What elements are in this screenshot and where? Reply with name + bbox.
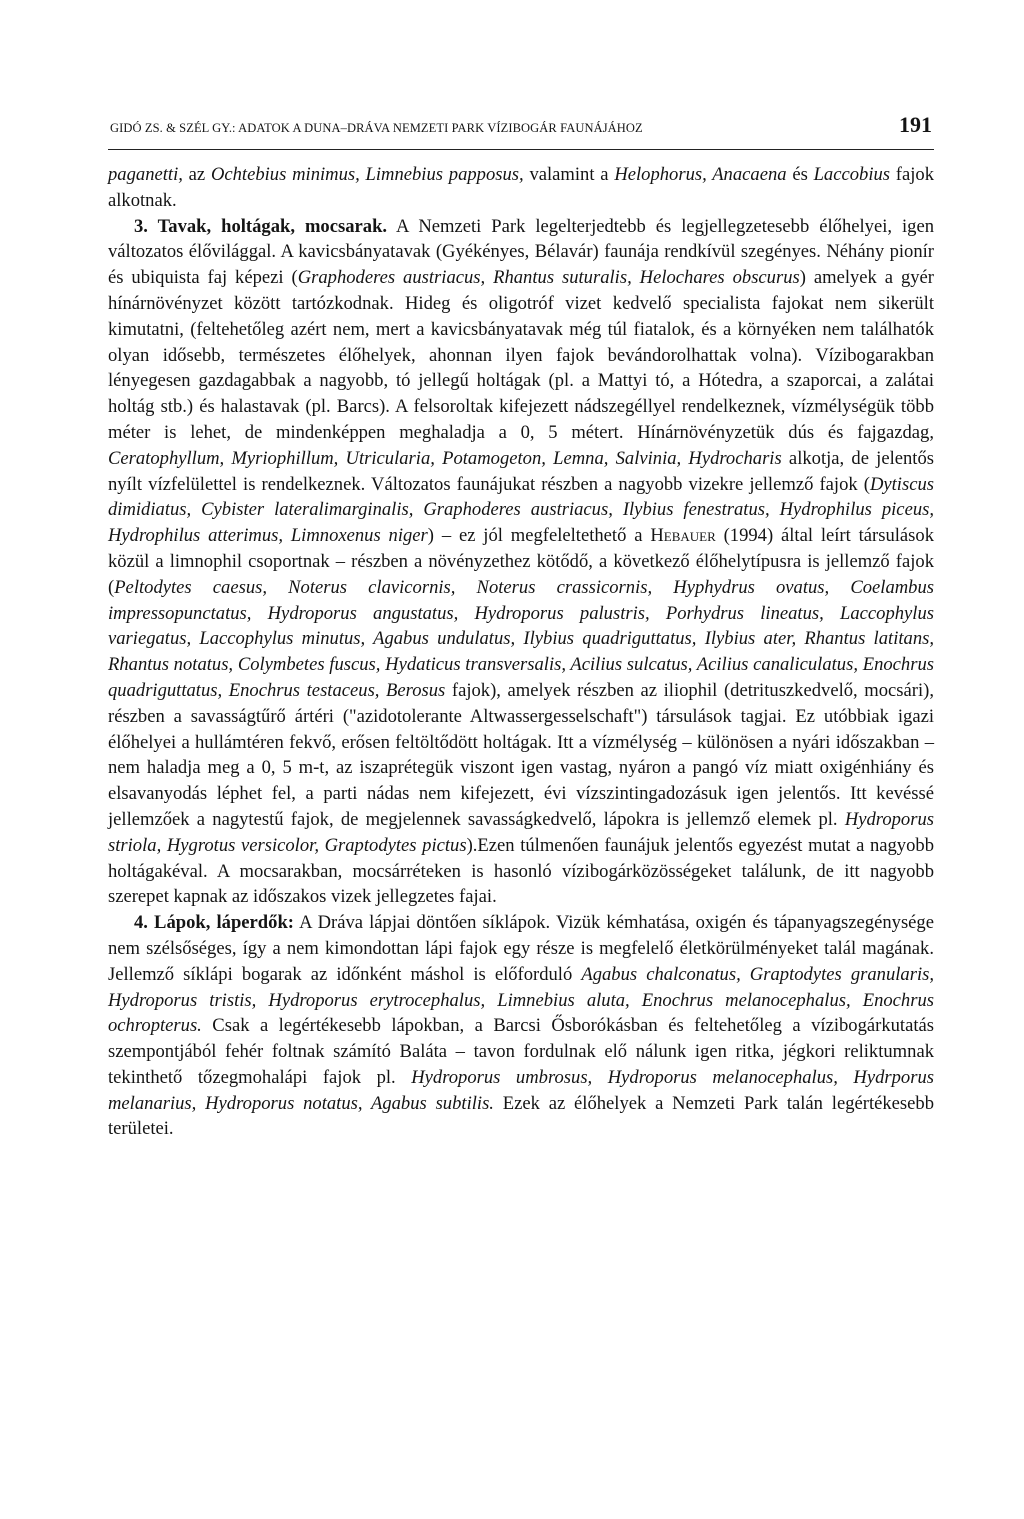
text-run: és xyxy=(786,164,814,185)
text-run: ).Ezen túlmenően faunájuk jelentős egyezést mutat a nagyobb holtágakéval. A mocsarakban, mocsárréteken is hasonló vízibogárközösségeket találunk, de itt nagyobb szerepet kapnak az időszakos vizek jellegzetes fajai. xyxy=(108,834,934,908)
species-name: Dytiscus dimidiatus, Cybister lateralimarginalis, Graphoderes austriacus, Ilybius fenestratus, Hydrophilus piceus, Hydrophilus atterimus, Limnoxenus niger xyxy=(108,473,934,547)
cited-author: Hebauer xyxy=(650,525,716,547)
running-header xyxy=(110,112,932,138)
text-run: fajok alkotnak. xyxy=(108,164,934,211)
text-run: fajok), amelyek részben az iliophil (detrituszkedvelő, mocsári), részben a savasságtűrő ártéri ("azidotolerante Altwassergesselschaft") társulások tagjai. Ez utóbbiak igazi élőhelyei a hullámtéren fekvő, erősen feltöltődött holtágak. Itt a vízmélység – különösen a nyári időszakban – nem haladja meg a 0, 5 m-t, az iszaprétegük viszont igen vastag, nyáron a pangó víz miatt oxigénhiány és elsavanyodás léphet fel, a parti nádas nem kifejezett, évi vízszintingadozásuk igen jelentős. Itt kevéssé jellemzőek a nagytestű fajok, de megjelennek savasságkedvelő, lápokra is jellemző elemek pl. xyxy=(108,679,934,830)
text-run: Csak a legértékesebb lápokban, a Barcsi Ősborókásban és feltehetőleg a vízibogárkutatás szempontjából fehér foltnak számító Baláta – tavon fordulnak elő nálunk igen ritka, jégkori reliktumnak tekinthető tőzegmohalápi fajok pl. xyxy=(108,1015,934,1088)
text-run: alkotja, de jelentős nyílt vízfelülettel is rendelkeznek. Változatos faunájukat részben a nagyobb vizekre jellemző fajok ( xyxy=(108,447,934,495)
species-name: Graphoderes austriacus, Rhantus suturalis, Helochares obscurus xyxy=(297,267,800,289)
text-run: A Nemzeti Park legelterjedtebb és legjellegzetesebb élőhelyei, igen változatos élővilággal. A kavicsbányatavak (Gyékényes, Bélavár) faunája rendkívül szegényes. Néhány pionír és ubiquista faj képezi ( xyxy=(108,215,934,289)
header-rule xyxy=(108,149,934,150)
section-heading-lakes: 3. Tavak, holtágak, mocsarak. xyxy=(134,215,388,237)
text-run: ) amelyek a gyér hínárnövényzet között tartózkodnak. Hideg és oligotróf vizet kedvelő specialista fajokat nem sikerült kimutatni, (feltehetőleg azért nem, mert a kavicsbányatavak még túl fiatalok, és a környéken nem találhatók olyan idősebb, természetes élőhelyek, ahonnan ilyen fajok bevándorolhattak volna). Vízibogarakban lényegesen gazdagabbak a nagyobb, tó jellegű holtágak (pl. a Mattyi tó, a Hótedra, a szaporcai, a zalátai holtág stb.) és halastavak (pl. Barcs). A felsoroltak kifejezett nádszegéllyel rendelkeznek, vízmélységük több méter is lehet, de mindenképpen meghaladja a 0, 5 métert. Hínárnövényzetük dús és fajgazdag, xyxy=(108,267,934,443)
text-run: A Dráva lápjai döntően síklápok. Vizük kémhatása, oxigén és tápanyagszegénysége nem szélsőséges, így a nem kimondottan lápi fajok egy része is megfelelő életkörülményeket talál magának. Jellemző síklápi bogarak az időnként máshol is előforduló xyxy=(108,912,934,985)
paragraph-bogs xyxy=(108,910,934,1142)
running-head-title: GIDÓ ZS. & SZÉL GY.: ADATOK A DUNA–DRÁVA NEMZETI PARK VÍZIBOGÁR FAUNÁJÁHOZ xyxy=(110,121,643,135)
species-name: Agabus chalconatus, Graptodytes granularis, Hydroporus tristis, Hydroporus erytrocephalus, Limnebius aluta, Enochrus melanocephalus, Enochrus ochropterus. xyxy=(108,963,934,1037)
species-name: Ochtebius minimus, Limnebius papposus, xyxy=(210,164,524,185)
species-name: paganetti, xyxy=(108,164,183,185)
text-run: az xyxy=(182,164,211,185)
paragraph-lakes xyxy=(108,214,934,911)
body-text xyxy=(108,162,934,1142)
species-name: Peltodytes caesus, Noterus clavicornis, Noterus crassicornis, Hyphydrus ovatus, Coelambus impressopunctatus, Hydroporus angustatus, Hydroporus palustris, Porhydrus lineatus, Laccophylus variegatus, Laccophylus minutus, Agabus undulatus, Ilybius quadriguttatus, Ilybius ater, Rhantus latitans, Rhantus notatus, Colymbetes fuscus, Hydaticus transversalis, Acilius sulcatus, Acilius canaliculatus, Enochrus quadriguttatus, Enochrus testaceus, Berosus xyxy=(108,576,934,701)
species-name: Hydroporus striola, Hygrotus versicolor, Graptodytes pictus xyxy=(108,808,934,856)
text-run: ) – ez jól megfeleltethető a xyxy=(427,525,651,547)
section-heading-bogs: 4. Lápok, láperdők: xyxy=(134,912,294,934)
species-name: Laccobius xyxy=(813,164,891,185)
text-run: valamint a xyxy=(523,164,615,185)
species-name: Ceratophyllum, Myriophillum, Utricularia, Potamogeton, Lemna, Salvinia, Hydrocharis xyxy=(108,447,782,469)
text-run: Ezek az élőhelyek a Nemzeti Park talán legértékesebb területei. xyxy=(108,1092,934,1140)
species-name: Hydroporus umbrosus, Hydroporus melanocephalus, Hydrporus melanarius, Hydroporus notatus, Agabus subtilis. xyxy=(108,1066,934,1114)
page-number: 191 xyxy=(899,112,932,137)
text-run: (1994) által leírt társulások közül a limnophil csoportnak – részben a növényzethez kötődő, a következő élőhelytípusra is jellemző fajok ( xyxy=(108,525,935,598)
paragraph-continuation xyxy=(108,162,934,214)
species-name: Helophorus, Anacaena xyxy=(614,164,787,185)
